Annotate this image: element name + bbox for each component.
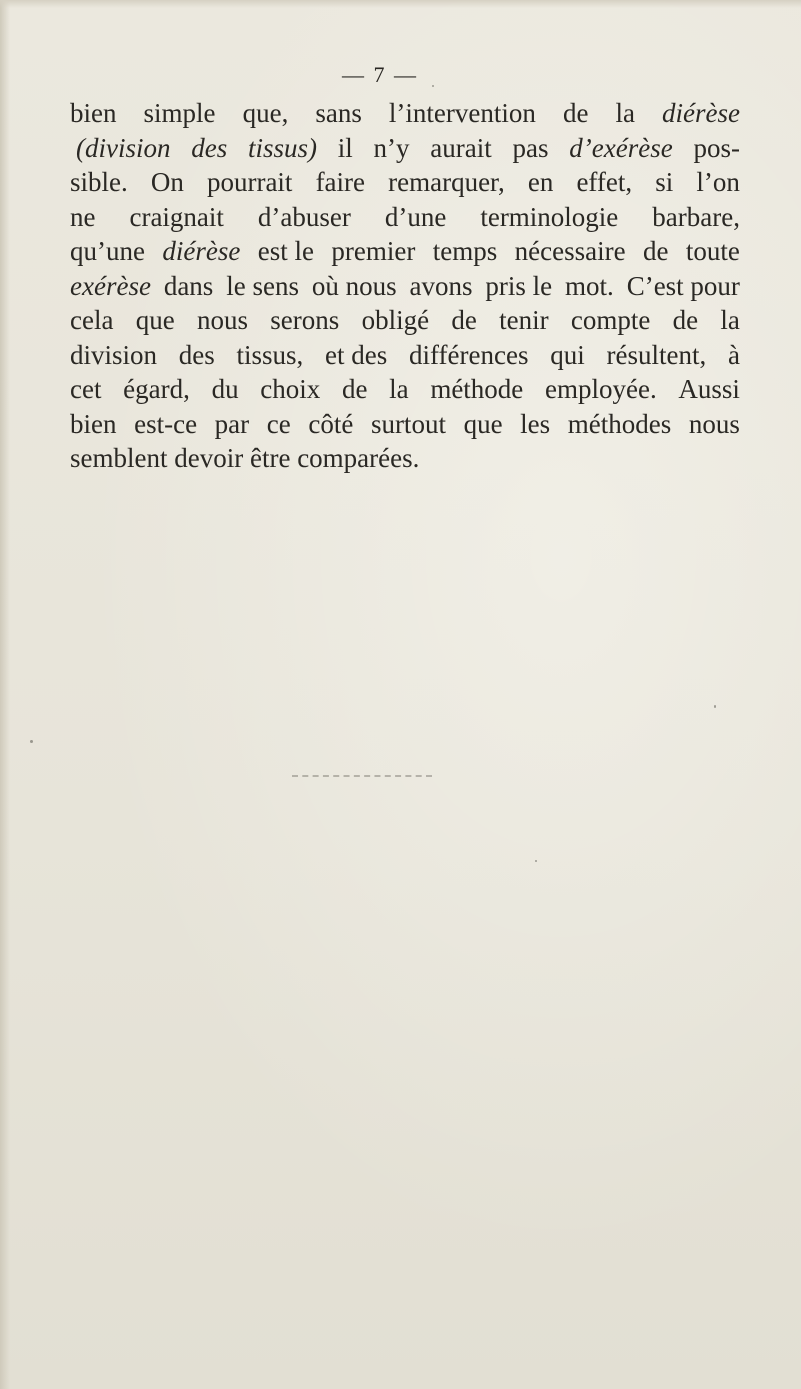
speck bbox=[432, 85, 434, 87]
word: pourrait bbox=[206, 167, 293, 197]
word: il bbox=[337, 132, 353, 163]
word: compte bbox=[570, 305, 651, 335]
word: serons bbox=[270, 305, 340, 335]
word: comparées. bbox=[297, 443, 420, 473]
word: barbare, bbox=[652, 201, 740, 232]
word: ne bbox=[70, 201, 96, 232]
word: de bbox=[643, 236, 669, 266]
word: la bbox=[720, 305, 740, 335]
text-line bbox=[70, 303, 740, 338]
word: être bbox=[249, 443, 291, 473]
italic-word: (division bbox=[76, 132, 171, 163]
word: choix bbox=[260, 374, 321, 404]
word: sans bbox=[315, 98, 362, 128]
italic-word: d’exérèse bbox=[569, 132, 673, 163]
word: obligé bbox=[361, 305, 430, 335]
word: la bbox=[389, 374, 409, 404]
word: nécessaire bbox=[514, 236, 626, 266]
word: en bbox=[527, 167, 554, 197]
word: terminologie bbox=[480, 201, 619, 232]
word: nous bbox=[688, 408, 740, 439]
text-line bbox=[70, 441, 740, 476]
text-line bbox=[70, 407, 740, 442]
text-line bbox=[70, 338, 740, 373]
word: qui bbox=[550, 339, 585, 370]
word: pos- bbox=[693, 132, 740, 163]
speck bbox=[535, 860, 537, 862]
word: aurait bbox=[430, 132, 492, 163]
word: les bbox=[520, 408, 551, 439]
italic-word: exérèse bbox=[70, 270, 151, 301]
italic-word: tissus) bbox=[248, 132, 318, 163]
word: pris le bbox=[485, 270, 553, 301]
word: C’est pour bbox=[626, 270, 740, 301]
word: est le bbox=[257, 236, 314, 266]
italic-word: diérèse bbox=[162, 236, 241, 266]
word: bien bbox=[70, 98, 117, 128]
word: par bbox=[214, 408, 250, 439]
word: des bbox=[178, 339, 215, 370]
word: avons bbox=[409, 270, 473, 301]
word: tissus, bbox=[236, 339, 304, 370]
speck bbox=[30, 740, 33, 743]
word: où nous bbox=[311, 270, 397, 301]
word: division bbox=[70, 339, 158, 370]
word: pas bbox=[512, 132, 549, 163]
word: du bbox=[211, 374, 239, 404]
word: de bbox=[341, 374, 368, 404]
word: le sens bbox=[226, 270, 299, 301]
page-top-edge bbox=[0, 0, 801, 8]
text-line bbox=[70, 269, 740, 304]
word: la bbox=[615, 98, 635, 128]
speck bbox=[714, 705, 716, 708]
word: tenir bbox=[499, 305, 549, 335]
word: à bbox=[727, 339, 740, 370]
word: côté bbox=[308, 408, 354, 439]
word: remarquer, bbox=[388, 167, 505, 197]
word: ce bbox=[266, 408, 291, 439]
word: l’on bbox=[696, 167, 740, 197]
page-number: — 7 — bbox=[342, 62, 418, 87]
word: de bbox=[672, 305, 699, 335]
word: sible. bbox=[70, 167, 128, 197]
word: On bbox=[150, 167, 184, 197]
text-line bbox=[70, 200, 740, 235]
word: cet bbox=[70, 374, 102, 404]
word: que bbox=[135, 305, 175, 335]
word: de bbox=[562, 98, 589, 128]
word: d’abuser bbox=[257, 201, 351, 232]
text-line bbox=[70, 165, 740, 200]
word: craignait bbox=[129, 201, 224, 232]
word: différences bbox=[409, 339, 529, 370]
paragraph bbox=[70, 96, 740, 476]
word: mot. bbox=[565, 270, 614, 301]
word: employée. bbox=[544, 374, 657, 404]
word: premier bbox=[331, 236, 416, 266]
word: dans bbox=[163, 270, 214, 301]
word: méthode bbox=[430, 374, 524, 404]
word: d’une bbox=[384, 201, 447, 232]
word: que, bbox=[242, 98, 289, 128]
word: si bbox=[655, 167, 674, 197]
word: et des bbox=[325, 339, 388, 370]
word: méthodes bbox=[567, 408, 672, 439]
italic-word: diérèse bbox=[662, 98, 740, 128]
word: Aussi bbox=[678, 374, 740, 404]
text-line bbox=[70, 372, 740, 407]
word: devoir bbox=[174, 443, 244, 473]
word: est-ce bbox=[134, 408, 198, 439]
word: bien bbox=[70, 408, 117, 439]
word: n’y bbox=[373, 132, 410, 163]
word: résultent, bbox=[606, 339, 707, 370]
word: temps bbox=[432, 236, 498, 266]
word: simple bbox=[143, 98, 216, 128]
word: de bbox=[451, 305, 477, 335]
word: semblent bbox=[70, 443, 168, 473]
word: effet, bbox=[576, 167, 633, 197]
word: égard, bbox=[123, 374, 190, 404]
text-line bbox=[70, 96, 740, 131]
word: l’intervention bbox=[388, 98, 536, 128]
text-line bbox=[70, 131, 740, 166]
text-line bbox=[70, 234, 740, 269]
word: cela bbox=[70, 305, 114, 335]
word: toute bbox=[685, 236, 740, 266]
word: surtout bbox=[370, 408, 446, 439]
italic-word: des bbox=[191, 132, 228, 163]
page-left-edge bbox=[0, 0, 10, 1389]
word: que bbox=[463, 408, 503, 439]
word: qu’une bbox=[70, 236, 145, 266]
word: faire bbox=[315, 167, 366, 197]
word: nous bbox=[197, 305, 249, 335]
stray-mark bbox=[292, 775, 432, 779]
